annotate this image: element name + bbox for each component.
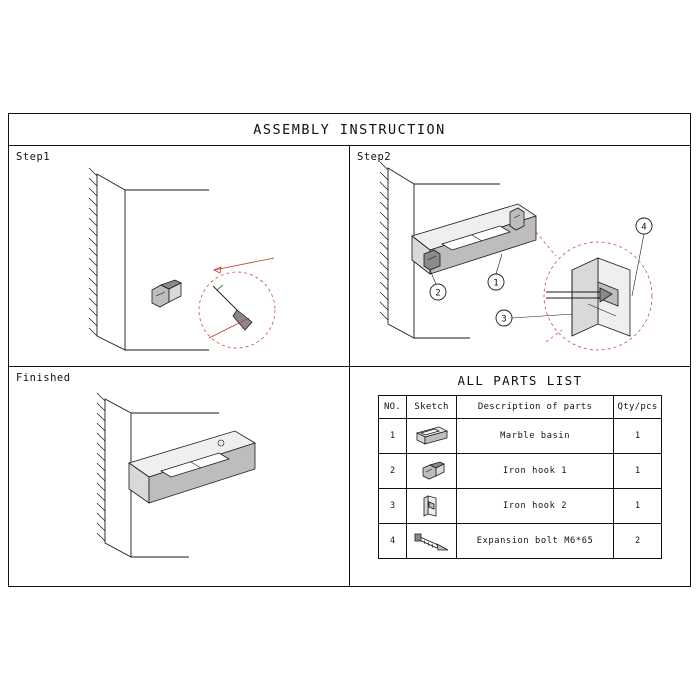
row-1-description: Marble basin (457, 419, 614, 454)
row-2-no: 2 (379, 454, 407, 489)
drill-detail-circle (199, 272, 275, 348)
row-2-sketch (407, 454, 457, 489)
iron-hook-1-icon (417, 460, 447, 482)
panel-finished (9, 367, 350, 586)
iron-hook-2-icon (420, 493, 444, 519)
row-3-description: Iron hook 2 (457, 489, 614, 524)
row-4-no: 4 (379, 524, 407, 559)
callout-3-label: 3 (501, 314, 507, 325)
step2-illustration (350, 146, 690, 367)
row-4-description: Expansion bolt M6*65 (457, 524, 614, 559)
panel-parts-list (350, 367, 690, 586)
callout-2-label: 2 (435, 288, 441, 299)
row-1-qty: 1 (614, 419, 662, 454)
row-3-no: 3 (379, 489, 407, 524)
header-description: Description of parts (457, 396, 614, 419)
panel-step2-label: Step2 (357, 151, 392, 163)
table-row (379, 524, 662, 559)
header-sketch: Sketch (407, 396, 457, 419)
parts-list-title: ALL PARTS LIST (457, 373, 583, 388)
panel-step1 (9, 146, 350, 367)
expansion-bolt-icon (412, 530, 452, 552)
row-3-sketch (407, 489, 457, 524)
sheet-title-bar (9, 114, 690, 146)
table-row (379, 454, 662, 489)
hook-inside-basin (510, 208, 524, 230)
panel-step2 (350, 146, 690, 367)
row-3-qty: 1 (614, 489, 662, 524)
row-2-qty: 1 (614, 454, 662, 489)
hook-left-step2 (424, 250, 440, 270)
assembly-instruction-sheet (8, 113, 691, 587)
callout-1-label: 1 (493, 278, 499, 289)
header-qty: Qty/pcs (614, 396, 662, 419)
panel-step1-label: Step1 (16, 151, 51, 163)
callout-2 (430, 270, 446, 300)
callout-3 (496, 310, 574, 326)
panel-finished-label: Finished (16, 372, 71, 384)
iron-hook-mounting (152, 280, 181, 307)
callout-4-label: 4 (641, 222, 647, 233)
page-title: ASSEMBLY INSTRUCTION (253, 121, 446, 138)
callout-1 (488, 254, 504, 290)
zoom-detail-step2 (536, 232, 652, 350)
table-header-row (379, 396, 662, 419)
installed-marble-basin (129, 431, 255, 503)
row-4-qty: 2 (614, 524, 662, 559)
table-row (379, 419, 662, 454)
header-no: NO. (379, 396, 407, 419)
step1-illustration (9, 146, 350, 367)
parts-table (378, 395, 662, 559)
finished-illustration (9, 367, 350, 586)
table-row (379, 489, 662, 524)
row-1-sketch (407, 419, 457, 454)
row-4-sketch (407, 524, 457, 559)
row-1-no: 1 (379, 419, 407, 454)
marble-basin-icon (413, 424, 451, 448)
wall-corner-step1 (89, 168, 209, 350)
row-2-description: Iron hook 1 (457, 454, 614, 489)
